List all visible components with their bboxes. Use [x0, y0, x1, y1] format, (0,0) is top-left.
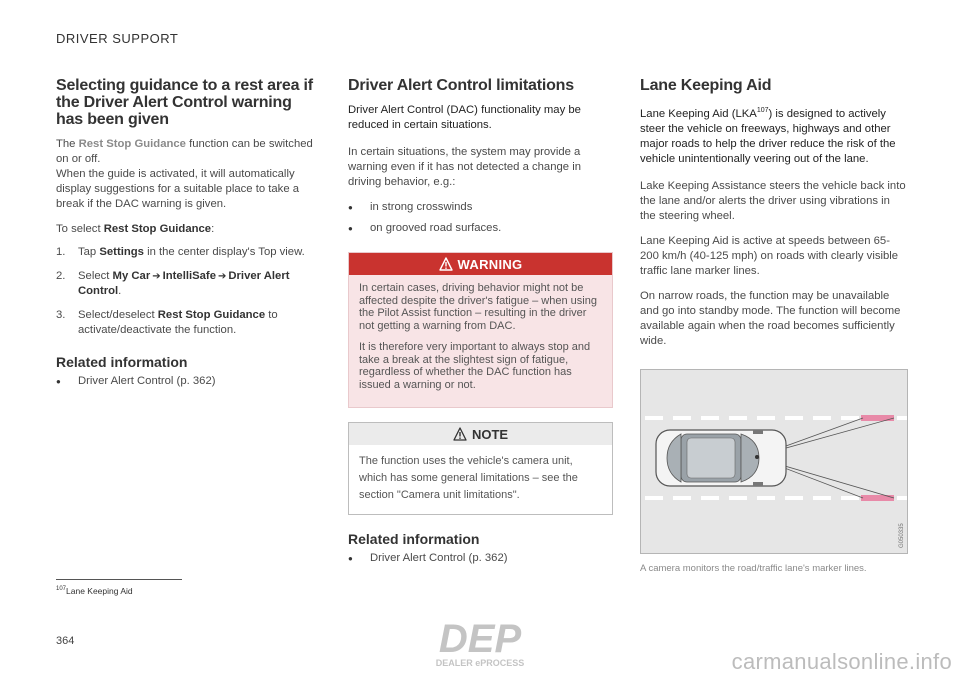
- list-item: ● on grooved road surfaces.: [348, 222, 502, 234]
- note-label: NOTE: [471, 426, 509, 442]
- lka-title: Lane Keeping Aid: [640, 77, 772, 94]
- svg-text:DEALER ePROCESS: DEALER ePROCESS: [435, 658, 525, 668]
- step-item: 3. Select/deselect Rest Stop Guidance to activate/deactivate the function.: [56, 309, 278, 336]
- related-info-title: Related information: [348, 531, 480, 547]
- warning-text: In certain cases, driving behavior might not be affected despite the driver's fatigue – when using the Pilot Assist function – resulting in the driver not getting a warning from DAC.: [359, 282, 597, 332]
- section-header: DRIVER SUPPORT: [56, 31, 179, 46]
- warning-label: WARNING: [457, 256, 523, 272]
- car-top-view: [656, 430, 786, 486]
- dac-lead: Driver Alert Control (DAC) functionality may be reduced in certain situations.: [348, 104, 581, 131]
- bullet-icon: ●: [348, 554, 353, 563]
- lka-lead: Lane Keeping Aid (LKA$^{107}$) is designed to actively steer the vehicle on freeways, highways and other major roads to help the driver reduce the risk of the vehicle unintentionally veering out of the lane.: [640, 107, 896, 165]
- dac-limitations-column: [348, 77, 613, 580]
- note-header: [349, 423, 612, 445]
- lka-para: Lane Keeping Aid is active at speeds between 65-200 km/h (40-125 mph) on roads with clearly visible traffic lane marker lines.: [640, 234, 899, 277]
- warning-triangle-icon: [439, 257, 453, 271]
- watermark: carmanualsonline.info: [731, 649, 952, 674]
- arrow-right-icon: ➔: [152, 271, 161, 282]
- rest-stop-column: [56, 77, 321, 403]
- footnote: $^{107}$Lane Keeping Aid: [56, 586, 133, 596]
- dep-logo: [410, 616, 550, 672]
- rest-stop-steps: [56, 245, 321, 338]
- dac-para: In certain situations, the system may provide a warning even if it has not detected a change in driving behavior, e.g.:: [348, 146, 581, 188]
- related-info-list: [348, 551, 613, 566]
- lka-illustration: [640, 369, 908, 554]
- note-box: [348, 422, 613, 515]
- lane-camera-diagram: [641, 370, 908, 554]
- page-number: 364: [56, 635, 75, 647]
- lka-para: Lake Keeping Assistance steers the vehicle back into the lane and/or alerts the driver using vibrations in the steering wheel.: [640, 179, 906, 222]
- related-info-title: Related information: [56, 354, 188, 370]
- figure-code: G050335: [899, 523, 905, 548]
- dac-limitations-title: Driver Alert Control limitations: [348, 77, 574, 94]
- note-triangle-icon: [453, 427, 467, 441]
- related-info-list: [56, 374, 321, 389]
- related-link[interactable]: ● Driver Alert Control (p. 362): [348, 552, 508, 564]
- dac-bullets: [348, 200, 613, 236]
- lka-column: [640, 77, 908, 574]
- bullet-icon: ●: [348, 203, 353, 212]
- rest-stop-guidance-term: Rest Stop Guidance: [78, 138, 186, 150]
- rest-stop-para: When the guide is activated, it will automatically display suggestions for a suitable place to take a break if the DAC warning is given.: [56, 168, 300, 210]
- note-text: The function uses the vehicle's camera unit, which has some general limitations – see the section "Camera unit limitations".: [359, 455, 578, 501]
- lka-para: On narrow roads, the function may be unavailable and go into standby mode. The function will become available again when the road becomes sufficiently wide.: [640, 289, 901, 347]
- lane-marker-highlight: [861, 495, 894, 501]
- warning-header: [349, 253, 612, 275]
- bullet-icon: ●: [56, 377, 61, 386]
- rest-stop-select-line: To select Rest Stop Guidance:: [56, 223, 215, 235]
- figure-caption: A camera monitors the road/traffic lane's marker lines.: [640, 562, 867, 574]
- arrow-right-icon: ➔: [217, 271, 227, 282]
- bullet-icon: ●: [348, 224, 353, 233]
- warning-text: It is therefore very important to always stop and take a break at the slightest sign of fatigue, regardless of whether the DAC function has issued a warning or not.: [359, 341, 591, 391]
- svg-text:DEP: DEP: [438, 617, 522, 661]
- footnote-rule: [56, 579, 182, 580]
- rest-stop-intro: The Rest Stop Guidance function can be switched on or off.: [56, 138, 313, 165]
- lane-marker-highlight: [861, 415, 894, 421]
- step-item: 2. Select My Car ➔ IntelliSafe ➔ Driver Alert Control.: [56, 270, 290, 297]
- rest-stop-title: Selecting guidance to a rest area if the Driver Alert Control warning has been given: [56, 77, 313, 128]
- step-item: 1. Tap Settings in the center display's Top view.: [56, 246, 305, 258]
- related-link[interactable]: ● Driver Alert Control (p. 362): [56, 375, 216, 387]
- warning-box: [348, 252, 613, 408]
- list-item: ● in strong crosswinds: [348, 201, 473, 213]
